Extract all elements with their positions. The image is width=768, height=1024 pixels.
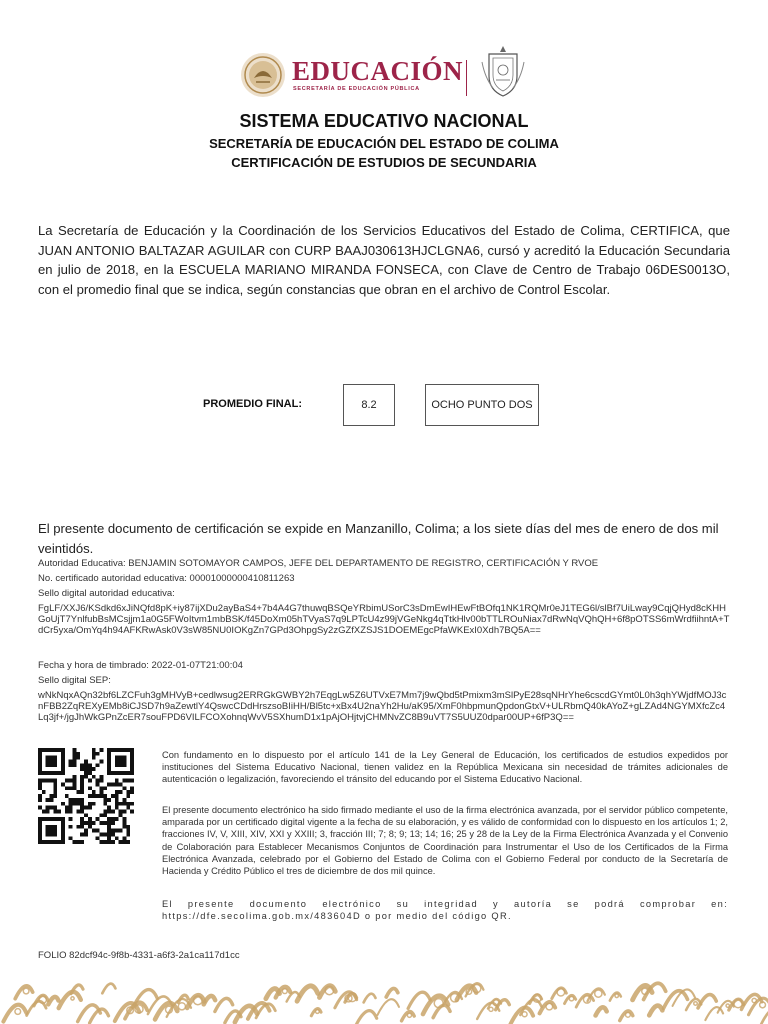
promedio-words: OCHO PUNTO DOS [425, 384, 539, 426]
sello-sep-label: Sello digital SEP: [38, 675, 111, 686]
numero-certificado: No. certificado autoridad educativa: 00001000000410811263 [38, 573, 295, 584]
header-divider [466, 60, 467, 96]
sello-sep-value: wNkNqxAQn32bf6LZCFuh3gMHVyB+cedlwsug2ERRGkGWBY2h7EqgLw5Z6UTVxE7Mm7j9wQbd5tPmixm3mSlPyE28sqNHrYhe6cscdGYmt0L0h3qhYWjdfMOJ3cnFBB2ZqREXyEMb8iCJSD7h9aZewtlY4QswcCDdHrszsoBIiHH/Bl5tc+xBx4U2naYh2Hu/aK95/XmF0hbpmunQpdonGtxV+ULRbmQ40kAYoZ+gLZAd4NGYMXfcZc4Lq3jf+/jgJhWkGPnZcER7souFPD6VILFCOXohnqWvV5SXhumD1x1pAjOHjtvjCHMNvZC8B9uVT7S5UUZ0dpar00UP+6fP3Q== [38, 690, 727, 723]
sello-autoridad-label: Sello digital autoridad educativa: [38, 588, 175, 599]
fecha-timbrado: Fecha y hora de timbrado: 2022-01-07T21:00:04 [38, 660, 243, 671]
document-title: SISTEMA EDUCATIVO NACIONAL [239, 111, 529, 131]
autoridad-educativa: Autoridad Educativa: BENJAMIN SOTOMAYOR CAMPOS, JEFE DEL DEPARTAMENTO DE REGISTRO, CERTIFICACIÓN Y RVOE [38, 558, 599, 569]
document-subtitle-1: SECRETARÍA DE EDUCACIÓN DEL ESTADO DE COLIMA [209, 136, 559, 151]
ornamental-footer [0, 975, 768, 1024]
legal-paragraph-1: Con fundamento en lo dispuesto por el artículo 141 de la Ley General de Educación, los certificados de estudios expedidos por instituciones del Sistema Educativo Nacional, tienen validez en la República Mexicana sin necesidad de trámites adicionales de autenticación o legalización, favoreciendo el tránsito del educando por el Sistema Educativo Nacional. [162, 750, 728, 785]
promedio-label: PROMEDIO FINAL: [203, 398, 302, 410]
mexico-seal-icon [240, 52, 286, 98]
promedio-value: 8.2 [343, 384, 395, 426]
legal-paragraph-3: El presente documento electrónico su integridad y autoría se podrá comprobar en: https://dfe.secolima.gob.mx/483604D o por medio del código QR. [162, 899, 728, 922]
colima-shield-icon [479, 44, 527, 100]
issuance-text: El presente documento de certificación se expide en Manzanillo, Colima; a los siete días del mes de enero de dos mil veintidós. [38, 521, 719, 556]
sello-autoridad-value: FgLF/XXJ6/KSdkd6xJiNQfd8pK+iy87ijXDu2ayBaS4+7b4A4G7thuwqBSQeYRbimUSorC3sDmEwIHEwFtBOfq1NK1RQMr0eJ1TEG6l/slBf7UiLway9CqjQHyd8cKHHGoUjT7YnlfubBsMCsjjm1a0G5FWoItvm1mbBSK/f45DoXm05hTVyaS7q9LPTcU4z99jVGeNkg4qTtkHlv00bTTLROuNiax7dRwNqVQhQH+6f8pOTSS6mWrdfiihntA+TdCr5yxa/OmYq4h94AFKRwAsk0V3sW85NU0IOKgZn7GPd3OhpgSy2zGZfXZSJS1DOEMEgcPfaWKExI0Xdh7BQ5A== [38, 603, 730, 636]
document-subtitle-2: CERTIFICACIÓN DE ESTUDIOS DE SECUNDARIA [231, 155, 537, 170]
brand-subtitle: SECRETARÍA DE EDUCACIÓN PÚBLICA [293, 86, 420, 92]
qr-code [38, 748, 134, 844]
folio: FOLIO 82dcf94c-9f8b-4331-a6f3-2a1ca117d1cc [38, 950, 240, 961]
certification-text: La Secretaría de Educación y la Coordinación de los Servicios Educativos del Estado de Colima, CERTIFICA, que JUAN ANTONIO BALTAZAR AGUILAR con CURP BAAJ030613HJCLGNA6, cursó y acreditó la Educación Secundaria en julio de 2018, en la ESCUELA MARIANO MIRANDA FONSECA, con Clave de Centro de Trabajo 06DES0013O, con el promedio final que se indica, según constancias que obran en el archivo de Control Escolar. [38, 223, 730, 297]
brand-title: EDUCACIÓN [292, 56, 464, 86]
legal-paragraph-2: El presente documento electrónico ha sido firmado mediante el uso de la firma electrónica avanzada, por el servidor público competente, amparada por un certificado digital vigente a la fecha de su elaboración, y es válido de conformidad con lo dispuesto en los artículos 1; 2, fracciones IV, V, XIII, XIV, XXI y XXIII; 3, fracción III; 7; 8; 9; 13; 14; 16; 25 y 28 de la Ley de la Firma Electrónica Avanzada y el Convenio de Colaboración para Establecer Mecanismos Conjuntos de Coordinación para Instrumentar el Uso de los Certificados de la Firma Electrónica Avanzada, celebrado por el Gobierno del Estado de Colima con el Gobierno Federal por conducto de la Secretaría de Hacienda y Crédito Público el tres de diciembre de dos mil quince. [162, 805, 728, 877]
